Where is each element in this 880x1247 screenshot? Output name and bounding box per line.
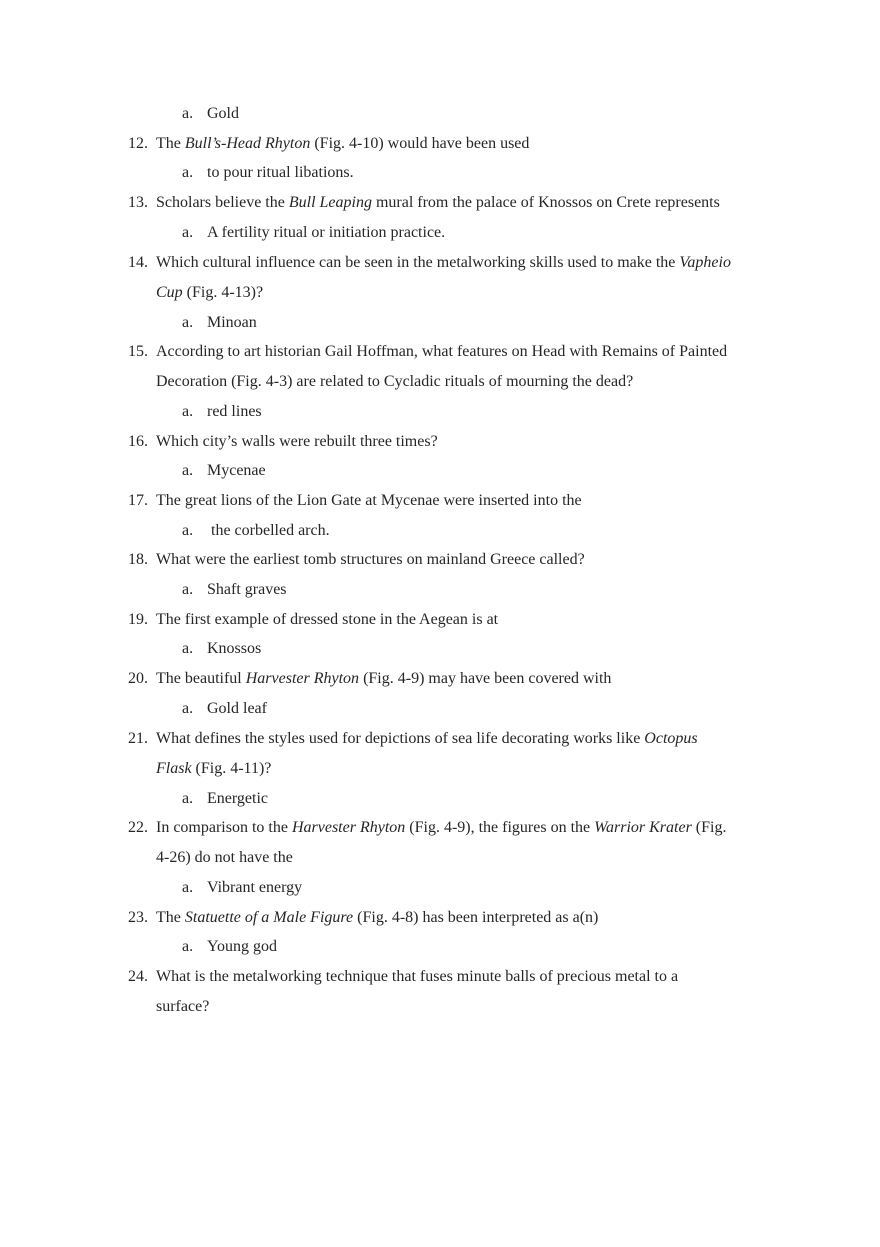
answer-label: a. bbox=[182, 462, 194, 479]
question-text: Scholars believe the Bull Leaping mural from the palace of Knossos on Crete represents bbox=[156, 194, 720, 211]
question-text: Which city’s walls were rebuilt three times? bbox=[156, 433, 438, 450]
question-number: 21. bbox=[128, 730, 148, 747]
question-text: Decoration (Fig. 4-3) are related to Cycladic rituals of mourning the dead? bbox=[156, 373, 634, 390]
question-text: What defines the styles used for depictions of sea life decorating works like Octopus bbox=[156, 730, 698, 747]
question-text: 4-26) do not have the bbox=[156, 849, 293, 866]
answer-text: Gold bbox=[207, 105, 239, 122]
question-number: 22. bbox=[128, 819, 148, 836]
answer-text: to pour ritual libations. bbox=[207, 164, 354, 181]
question-number: 19. bbox=[128, 611, 148, 628]
answer-text: Shaft graves bbox=[207, 581, 287, 598]
answer-label: a. bbox=[182, 522, 194, 539]
question-number: 18. bbox=[128, 551, 148, 568]
answer-text: Minoan bbox=[207, 314, 257, 331]
question-text: The great lions of the Lion Gate at Mycenae were inserted into the bbox=[156, 492, 582, 509]
question-number: 12. bbox=[128, 135, 148, 152]
question-text: In comparison to the Harvester Rhyton (Fig. 4-9), the figures on the Warrior Krater (Fig. bbox=[156, 819, 727, 836]
question-number: 24. bbox=[128, 968, 148, 985]
answer-text: A fertility ritual or initiation practice. bbox=[207, 224, 446, 241]
answer-label: a. bbox=[182, 224, 194, 241]
question-text: The Bull’s-Head Rhyton (Fig. 4-10) would have been used bbox=[156, 135, 530, 152]
question-number: 17. bbox=[128, 492, 148, 509]
answer-label: a. bbox=[182, 164, 194, 181]
question-number: 13. bbox=[128, 194, 148, 211]
answer-label: a. bbox=[182, 403, 194, 420]
question-number: 14. bbox=[128, 254, 148, 271]
answer-label: a. bbox=[182, 581, 194, 598]
answer-label: a. bbox=[182, 790, 194, 807]
question-text: The first example of dressed stone in the Aegean is at bbox=[156, 611, 499, 628]
answer-label: a. bbox=[182, 640, 194, 657]
question-text: What were the earliest tomb structures on mainland Greece called? bbox=[156, 551, 585, 568]
answer-label: a. bbox=[182, 938, 194, 955]
question-text: Which cultural influence can be seen in the metalworking skills used to make the Vapheio bbox=[156, 254, 731, 271]
answer-text: Energetic bbox=[207, 790, 269, 807]
answer-text: red lines bbox=[207, 403, 262, 420]
question-number: 23. bbox=[128, 909, 148, 926]
answer-text: Young god bbox=[207, 938, 277, 955]
answer-label: a. bbox=[182, 700, 194, 717]
answer-text: Gold leaf bbox=[207, 700, 267, 717]
question-text: Flask (Fig. 4-11)? bbox=[156, 760, 272, 777]
question-text: Cup (Fig. 4-13)? bbox=[156, 284, 264, 301]
question-number: 15. bbox=[128, 343, 148, 360]
question-text: surface? bbox=[156, 998, 210, 1015]
question-text: The beautiful Harvester Rhyton (Fig. 4-9) may have been covered with bbox=[156, 670, 612, 687]
question-text: What is the metalworking technique that fuses minute balls of precious metal to a bbox=[156, 968, 679, 985]
answer-label: a. bbox=[182, 105, 194, 122]
answer-label: a. bbox=[182, 314, 194, 331]
question-text: The Statuette of a Male Figure (Fig. 4-8) has been interpreted as a(n) bbox=[156, 909, 599, 926]
answer-label: a. bbox=[182, 879, 194, 896]
question-number: 16. bbox=[128, 433, 148, 450]
question-text: According to art historian Gail Hoffman, what features on Head with Remains of Painted bbox=[156, 343, 728, 360]
answer-text: Mycenae bbox=[207, 462, 266, 479]
question-number: 20. bbox=[128, 670, 148, 687]
answer-text: Vibrant energy bbox=[207, 879, 303, 896]
answer-text: Knossos bbox=[207, 640, 262, 657]
answer-text: the corbelled arch. bbox=[207, 522, 330, 539]
